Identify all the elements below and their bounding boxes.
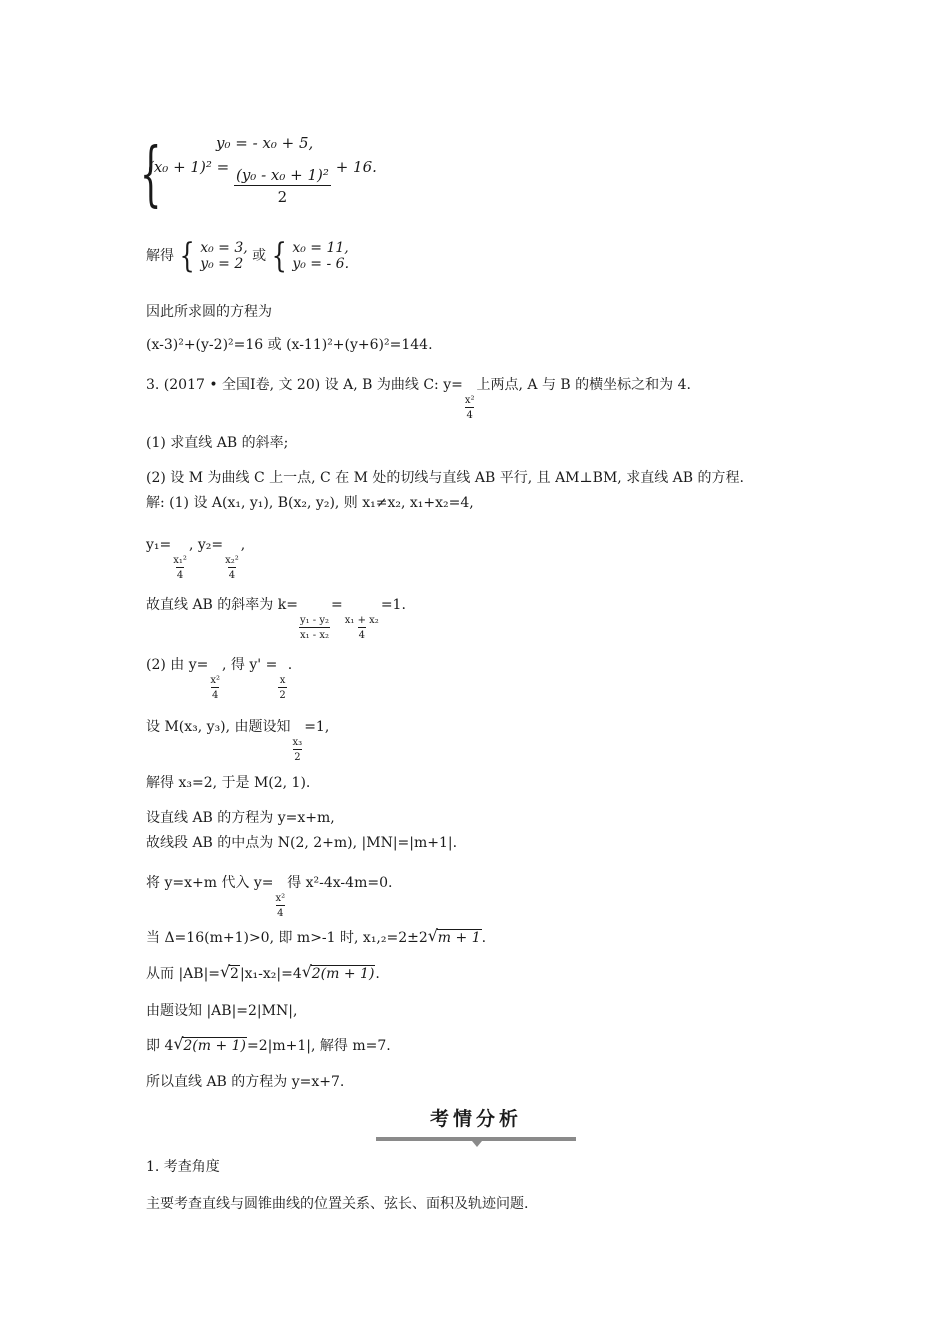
slope-eq: = [331,597,343,613]
problem-3-frac-num: x² [464,395,475,406]
deriv-frac2-num: x [279,675,286,686]
setm-frac-den: 2 [293,749,301,764]
solve-eq-end: =2|m+1|, 解得 m=7. [247,1038,391,1054]
derivative-line [146,656,292,702]
solve-brace-a: { [179,236,195,276]
line-ab: 设直线 AB 的方程为 y=x+m, [146,810,335,826]
solve-b2: y₀ = - 6. [292,256,350,272]
y1-label: y₁= [146,537,172,553]
substitute-frac-num: x² [275,893,286,904]
ab-len-mid: |x₁-x₂|=4 [239,966,302,982]
delta-text: 当 Δ=16(m+1)>0, 即 m>-1 时, x₁,₂=2±2 [146,930,428,946]
solve-eq-prefix: 即 4 [146,1038,174,1054]
y1-frac-num: x₁² [173,555,187,566]
slope-frac2-den: 4 [358,627,366,642]
delta-radicand: m + 1 [437,930,481,946]
system-row-2 [148,158,377,207]
solve-eq-line [146,1034,391,1055]
deriv-frac1-den: 4 [211,687,219,702]
circle-equation: (x-3)²+(y-2)²=16 或 (x-11)²+(y+6)²=144. [146,337,433,353]
setm-end: =1, [304,719,330,735]
slope-frac1-num: y₁ - y₂ [299,615,330,626]
slope-prefix: 故直线 AB 的斜率为 k= [146,597,298,613]
slope-end: =1. [380,597,406,613]
solution-1: 解: (1) 设 A(x₁, y₁), B(x₂, y₂), 则 x₁≠x₂, x₁+x₂=4, [146,495,474,511]
problem-3-prefix: 3. (2017 • 全国Ⅰ卷, 文 20) 设 A, B 为曲线 C: y= [146,377,463,393]
system-row-2-den: 2 [234,185,331,207]
question-2: (2) 设 M 为曲线 C 上一点, C 在 M 处的切线与直线 AB 平行, 且 AM⊥BM, 求直线 AB 的方程. [146,470,744,486]
deriv-frac2-den: 2 [278,687,286,702]
delta-end: . [481,930,487,946]
conclusion-intro: 因此所求圆的方程为 [146,304,272,320]
substitute-end: 得 x²-4x-4m=0. [287,875,393,891]
solve-a1: x₀ = 3, [200,240,248,256]
slope-frac2-num: x₁ + x₂ [344,615,379,626]
setm-frac-num: x₃ [292,737,303,748]
section-heading-block [376,1104,576,1141]
solve-line [146,236,350,276]
set-m-line [146,718,329,764]
solve-eq-sqrt: √ 2(m + 1) [173,1034,247,1054]
system-row-2-left: (x₀ + 1)² = [148,158,230,176]
delta-line [146,926,487,947]
ab-len-end: . [375,966,380,982]
section-heading: 考情分析 [429,1108,522,1130]
system-row-2-right: + 16. [335,158,377,176]
deriv-frac1-num: x² [210,675,221,686]
solve-eq-radicand: 2(m + 1) [183,1038,247,1054]
solve-or: 或 [252,248,267,264]
solve-prefix: 解得 [146,248,174,264]
substitute-line [146,874,392,920]
y1-frac-den: 4 [176,567,184,582]
y2-frac-den: 4 [228,567,236,582]
deriv-mid: , 得 y' = [222,657,278,673]
ab-radicand-1: 2 [230,966,239,982]
y-defs-end: , [240,537,246,553]
setm-prefix: 设 M(x₃, y₃), 由题设知 [146,719,291,735]
ab-sqrt-1: √ 2 [220,962,239,982]
ab-radicand-2: 2(m + 1) [311,966,375,982]
system-row-1: y₀ = - x₀ + 5, [216,134,314,152]
heading-underline [376,1137,576,1141]
solve-brace-b: { [271,236,287,276]
ab-sqrt-2: √ 2(m + 1) [301,962,375,982]
deriv-prefix: (2) 由 y= [146,657,209,673]
heading-marker [472,1141,482,1147]
angle-title: 1. 考查角度 [146,1159,220,1175]
solve-m: 解得 x₃=2, 于是 M(2, 1). [146,775,311,791]
midpoint-line: 故线段 AB 的中点为 N(2, 2+m), |MN|=|m+1|. [146,835,458,851]
delta-sqrt: √ m + 1 [427,926,481,946]
solve-a2: y₀ = 2 [200,256,244,272]
ab-length-line [146,962,380,983]
angle-text: 主要考查直线与圆锥曲线的位置关系、弦长、面积及轨迹问题. [146,1196,529,1212]
given-line: 由题设知 |AB|=2|MN|, [146,1003,298,1019]
problem-3-suffix: 上两点, A 与 B 的横坐标之和为 4. [476,377,691,393]
answer-line: 所以直线 AB 的方程为 y=x+7. [146,1074,345,1090]
question-1: (1) 求直线 AB 的斜率; [146,435,289,451]
y2-frac-num: x₂² [225,555,239,566]
problem-3 [146,376,691,422]
deriv-end: . [287,657,293,673]
substitute-prefix: 将 y=x+m 代入 y= [146,875,274,891]
y-definitions [146,536,245,582]
solve-b1: x₀ = 11, [292,240,349,256]
problem-3-frac-den: 4 [465,407,473,422]
slope-line [146,596,406,642]
y2-label: , y₂= [188,537,224,553]
system-brace: { [140,133,162,215]
slope-frac1-den: x₁ - x₂ [299,627,330,642]
substitute-frac-den: 4 [276,905,284,920]
ab-len-prefix: 从而 |AB|= [146,966,221,982]
system-row-2-num: (y₀ - x₀ + 1)² [235,166,329,184]
